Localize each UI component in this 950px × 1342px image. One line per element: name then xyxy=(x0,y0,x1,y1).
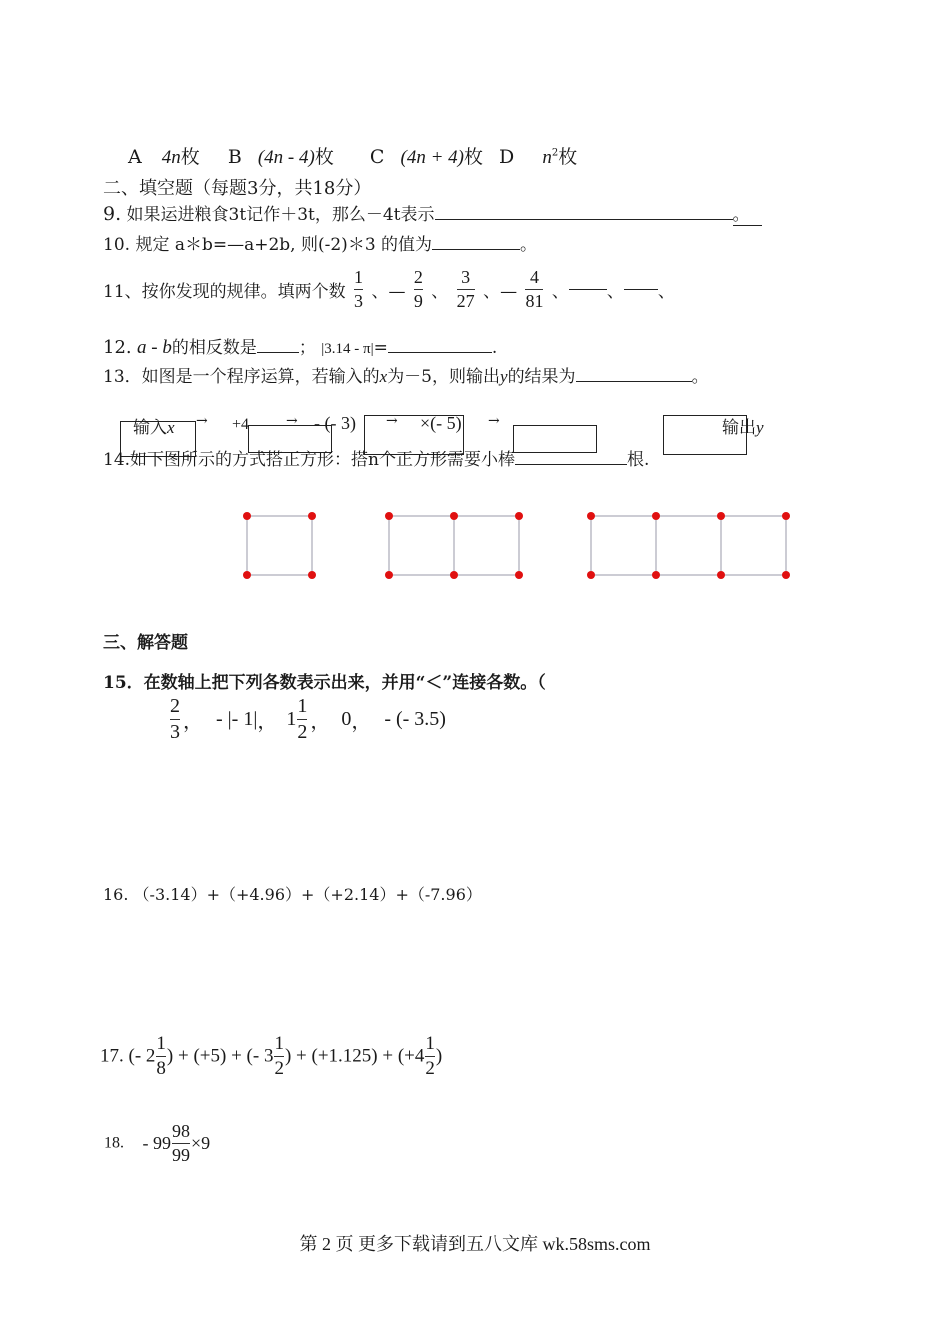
q11-text: 11、按你发现的规律。填两个数 xyxy=(103,281,346,302)
corner-dot xyxy=(587,571,595,579)
flow-op-subtract: - (- 3) xyxy=(314,413,356,433)
corner-dot xyxy=(385,571,393,579)
q17-number: 17. xyxy=(100,1045,124,1067)
q8-options xyxy=(128,142,577,169)
q11-blank-2 xyxy=(624,289,658,290)
question-13 xyxy=(103,362,709,387)
q14-answer-blank xyxy=(515,464,627,465)
option-d-letter: D xyxy=(499,146,515,168)
option-b-unit: 枚 xyxy=(314,146,334,168)
q15-numbers xyxy=(170,696,446,743)
question-18 xyxy=(104,1122,210,1165)
q14-end: 根. xyxy=(626,450,650,470)
q12-sep: ； xyxy=(298,338,316,358)
q15-comma-1: ， xyxy=(183,711,203,733)
q15-number-3-whole: 1 xyxy=(286,708,297,730)
q15-number-4: 0 xyxy=(341,708,352,730)
q12-eq: = xyxy=(373,338,388,358)
q11-fraction-3: $\frac{3}{27}$ xyxy=(456,267,475,311)
q15-number-2: - |- 1| xyxy=(216,708,258,730)
q13-var-y: y xyxy=(500,367,508,386)
q17-part-3: + (+1.125) + (+4 xyxy=(296,1045,425,1067)
q13-text-3: 的结果为 xyxy=(507,367,576,387)
corner-dot xyxy=(587,512,595,520)
flow-arrow-4: → xyxy=(488,413,500,429)
q12-blank-1 xyxy=(257,352,299,353)
option-b-expr: (4n - 4) xyxy=(257,147,315,168)
option-a-unit: 枚 xyxy=(180,146,200,168)
q11-sep-1: 、— xyxy=(371,281,406,302)
question-15: 15．在数轴上把下列各数表示出来，并用“＜”连接各数。（ xyxy=(103,673,546,693)
option-a-letter: A xyxy=(128,146,142,168)
corner-dot xyxy=(782,512,790,520)
q11-fraction-2: $\frac{2}{9}$ xyxy=(413,267,423,311)
flow-output-label: 输出y xyxy=(722,418,764,438)
option-c-expr: (4n + 4) xyxy=(400,147,464,168)
q12-abs-expr: |3.14 - π| xyxy=(321,341,374,357)
q11-sep-6: 、 xyxy=(657,281,675,302)
q17-fraction-2: $\frac{1}{2}$ xyxy=(274,1033,284,1079)
q13-text: 13．如图是一个程序运算，若输入的 xyxy=(103,367,380,387)
corner-dot xyxy=(308,512,316,520)
q15-comma-3: ， xyxy=(310,711,331,733)
corner-dot xyxy=(450,571,458,579)
corner-dot xyxy=(515,571,523,579)
q13-answer-blank xyxy=(576,381,692,382)
q15-fraction-1: $\frac{2}{3}$ xyxy=(170,695,180,743)
flow-arrow-3: → xyxy=(386,413,398,429)
q9-answer-blank xyxy=(435,219,733,220)
option-c-letter: C xyxy=(369,146,385,168)
question-11 xyxy=(103,268,675,311)
option-d-unit: 枚 xyxy=(558,146,578,168)
q12-end: . xyxy=(491,338,498,358)
corner-dot xyxy=(243,512,251,520)
corner-dot xyxy=(450,512,458,520)
q11-sep-3: 、— xyxy=(483,281,518,302)
q9-text: 如果运进粮食3t记作＋3t，那么－4t表示 xyxy=(126,205,435,225)
flow-op-multiply: ×(- 5) xyxy=(420,413,462,433)
flow-arrow-1: → xyxy=(196,413,208,429)
page-footer: 第 2 页 更多下载请到五八文库 wk.58sms.com xyxy=(299,1234,651,1254)
option-d-expr: n xyxy=(542,147,552,168)
q18-fraction: $\frac{98}{99}$ xyxy=(172,1121,190,1165)
corner-dot xyxy=(243,571,251,579)
matchstick-squares-figure xyxy=(0,500,950,590)
corner-dot xyxy=(717,571,725,579)
question-17 xyxy=(100,1034,442,1079)
q11-fraction-1: $\frac{1}{3}$ xyxy=(354,267,364,311)
question-16: 16. （-3.14）+（+4.96）+（+2.14）+（-7.96） xyxy=(103,885,482,904)
q11-blank-1 xyxy=(569,289,607,290)
q11-sep-2: 、 xyxy=(431,281,449,302)
flow-op-add: +4 xyxy=(232,416,250,433)
q14-text: 14.如下图所示的方式搭正方形：搭n个正方形需要小棒 xyxy=(103,450,515,470)
q9-end: 。 xyxy=(733,205,762,226)
corner-dot xyxy=(515,512,523,520)
q10-answer-blank xyxy=(432,249,520,250)
q17-fraction-3: $\frac{1}{2}$ xyxy=(425,1033,435,1079)
section-2-title: 二、填空题（每题3分，共18分） xyxy=(103,178,372,199)
question-14 xyxy=(103,445,649,470)
q15-fraction-3: $\frac{1}{2}$ xyxy=(297,695,308,743)
q15-comma-4: ， xyxy=(351,711,372,733)
q11-fraction-4: $\frac{4}{81}$ xyxy=(525,267,544,311)
q13-var-x: x xyxy=(379,367,388,386)
q13-text-2: 为－5，则输出 xyxy=(387,367,501,387)
q15-comma-2: ， xyxy=(257,711,278,733)
option-c-unit: 枚 xyxy=(463,146,483,168)
q15-number-5: - (- 3.5) xyxy=(384,708,446,730)
q12-blank-2 xyxy=(388,352,492,353)
q17-part-1: (- 2 xyxy=(128,1045,156,1067)
q12-expr: a - b xyxy=(137,337,172,358)
q10-end: 。 xyxy=(520,235,538,255)
q10-text: 10. 规定 a＊b=—a+2b, 则(-2)＊3 的值为 xyxy=(103,235,433,255)
question-12 xyxy=(103,333,497,359)
q12-text: 的相反数是 xyxy=(171,338,257,358)
q13-end: 。 xyxy=(691,367,709,387)
q18-whole: - 99 xyxy=(142,1132,171,1153)
option-a-expr: 4n xyxy=(161,147,181,168)
q17-fraction-1: $\frac{1}{8}$ xyxy=(156,1033,166,1079)
flow-arrow-2: → xyxy=(286,413,298,429)
question-9 xyxy=(103,200,762,225)
question-10 xyxy=(103,230,537,255)
q18-number: 18. xyxy=(104,1134,124,1152)
flow-input-label: 输入x xyxy=(133,418,175,438)
q17-close-2: ) xyxy=(284,1045,292,1067)
corner-dot xyxy=(717,512,725,520)
q11-sep-4: 、 xyxy=(551,281,569,302)
corner-dot xyxy=(308,571,316,579)
q17-close-1: ) xyxy=(166,1045,174,1067)
q18-multiplier: ×9 xyxy=(191,1132,211,1153)
q17-close-3: ) xyxy=(435,1045,443,1067)
option-b-letter: B xyxy=(227,146,242,168)
q9-number: 9. xyxy=(103,203,122,225)
section-3-title: 三、解答题 xyxy=(103,633,188,653)
corner-dot xyxy=(652,571,660,579)
q17-part-2: + (+5) + (- 3 xyxy=(177,1045,274,1067)
corner-dot xyxy=(782,571,790,579)
option-d-sup: 2 xyxy=(551,147,559,159)
q12-number: 12. xyxy=(103,337,132,358)
corner-dot xyxy=(652,512,660,520)
q11-sep-5: 、 xyxy=(606,281,624,302)
corner-dot xyxy=(385,512,393,520)
